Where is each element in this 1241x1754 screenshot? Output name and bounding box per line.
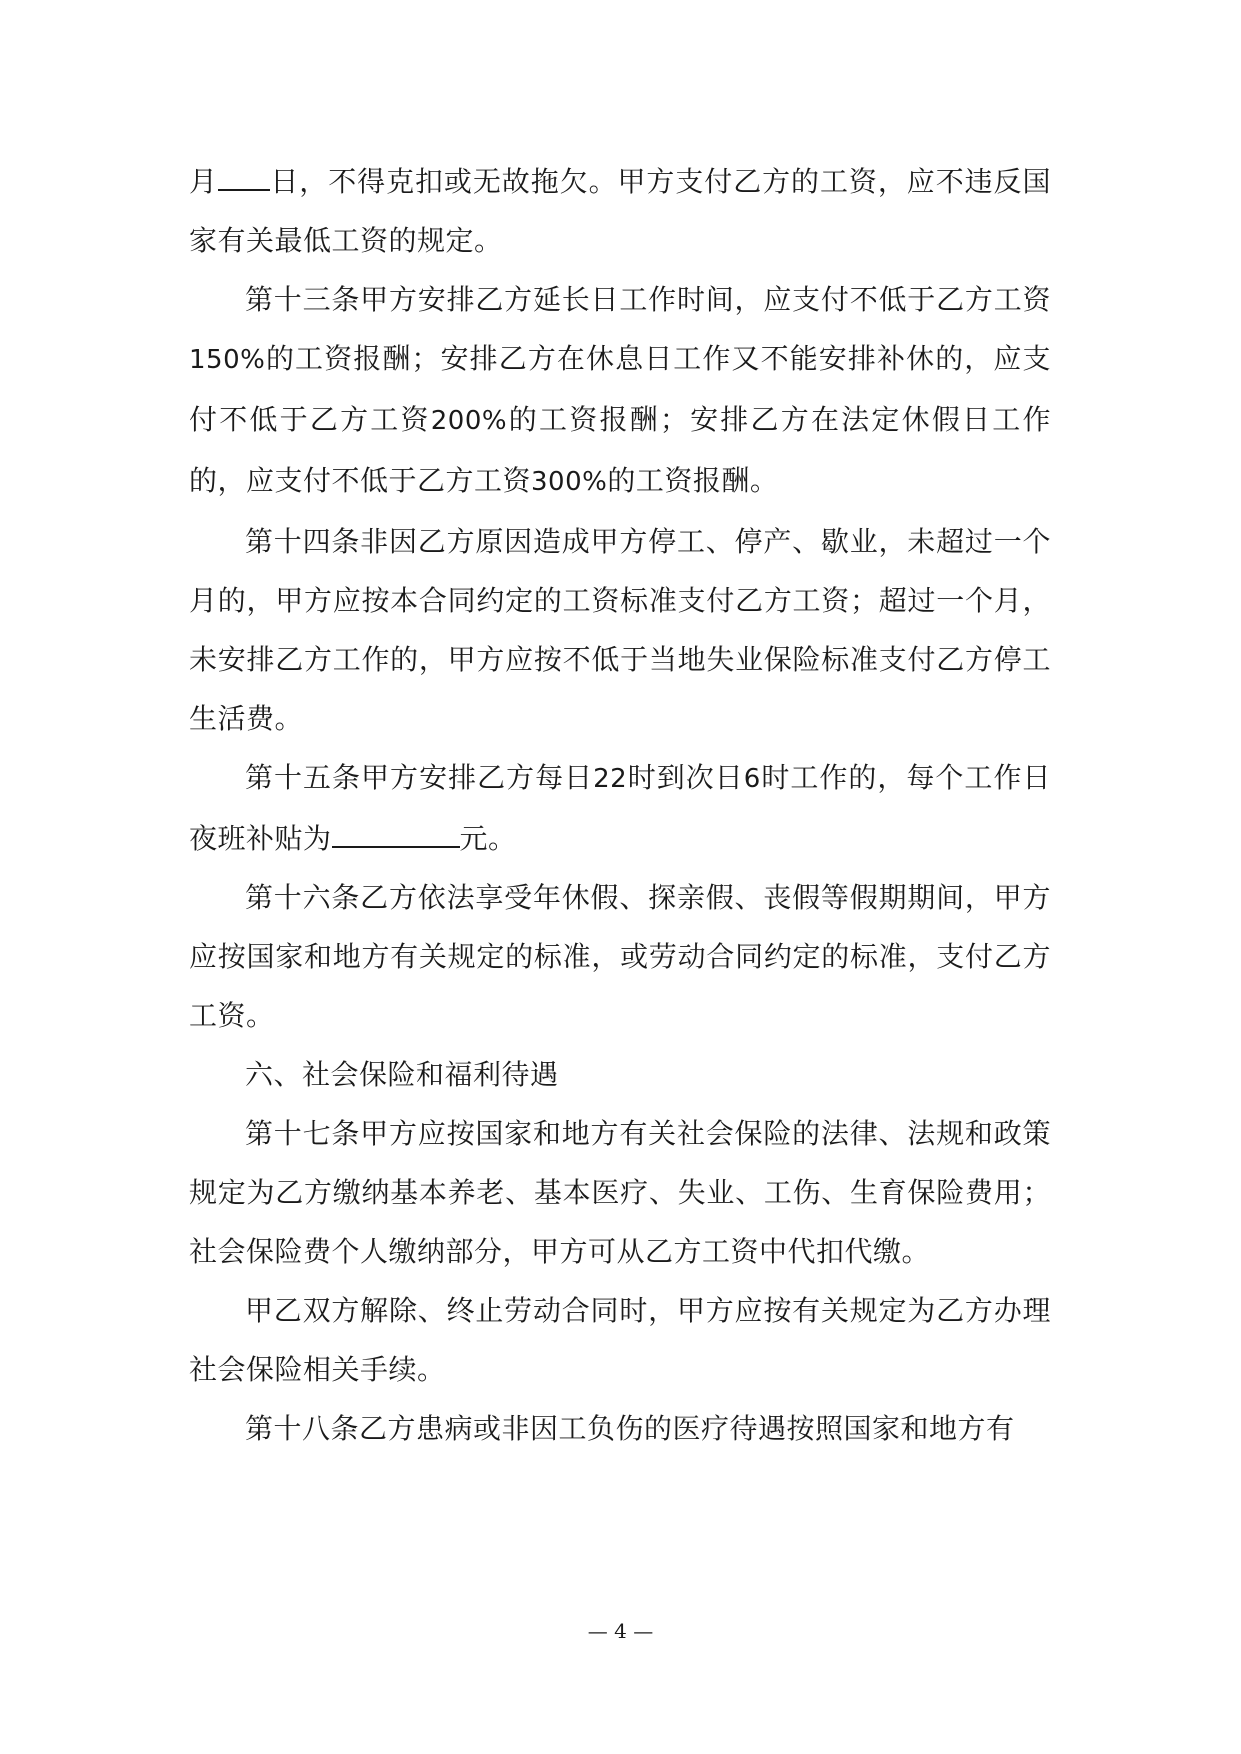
blank-day-field	[218, 189, 270, 191]
section-heading-social-insurance: 六、社会保险和福利待遇	[245, 1058, 559, 1091]
document-body	[189, 152, 1051, 1458]
number-300-percent: 300%	[531, 467, 608, 497]
number-hour-6: 6	[743, 764, 761, 794]
text-segment: 的工资报酬；安排乙方在休息日工作又不能安排补休的，应支付不低于乙方工资	[189, 342, 1051, 436]
number-150-percent: 150%	[189, 345, 266, 375]
text-segment: 的工资报酬；安排乙方在法定休假日工作的，应支付不低于乙方工资	[189, 403, 1051, 497]
paragraph-wage-payment-continuation	[189, 152, 1051, 270]
text-segment: 第十三条甲方安排乙方延长日工作时间，应支付不低于乙方工资	[245, 283, 1051, 316]
text-segment: 时工作的，每个工作日夜班补贴为	[189, 761, 1051, 855]
text-segment: 时到次日	[627, 761, 744, 794]
paragraph-termination-insurance: 甲乙双方解除、终止劳动合同时，甲方应按有关规定为乙方办理社会保险相关手续。	[189, 1294, 1051, 1386]
text-segment: 的工资报酬。	[607, 464, 779, 497]
text-segment: 日，不得克扣或无故拖欠。甲方支付乙方的工资，应不违反国家有关最低工资的规定。	[189, 165, 1051, 257]
blank-night-allowance-field	[332, 846, 460, 848]
text-segment: 月	[189, 165, 218, 198]
paragraph-article-13	[189, 270, 1051, 512]
number-200-percent: 200%	[430, 406, 508, 436]
number-hour-22: 22	[593, 764, 628, 794]
text-segment: 元。	[459, 822, 517, 855]
paragraph-article-16: 第十六条乙方依法享受年休假、探亲假、丧假等假期期间，甲方应按国家和地方有关规定的标准，或劳动合同约定的标准，支付乙方工资。	[189, 881, 1051, 1032]
page-number: — 4 —	[587, 1619, 654, 1643]
paragraph-article-15	[189, 748, 1051, 868]
paragraph-article-17: 第十七条甲方应按国家和地方有关社会保险的法律、法规和政策规定为乙方缴纳基本养老、基本医疗、失业、工伤、生育保险费用；社会保险费个人缴纳部分，甲方可从乙方工资中代扣代缴。	[189, 1117, 1051, 1268]
text-segment: 第十五条甲方安排乙方每日	[245, 761, 594, 794]
paragraph-article-14: 第十四条非因乙方原因造成甲方停工、停产、歇业，未超过一个月的，甲方应按本合同约定的工资标准支付乙方工资；超过一个月，未安排乙方工作的，甲方应按不低于当地失业保险标准支付乙方停工生活费。	[189, 525, 1051, 735]
paragraph-article-18: 第十八条乙方患病或非因工负伤的医疗待遇按照国家和地方有	[245, 1412, 1015, 1445]
